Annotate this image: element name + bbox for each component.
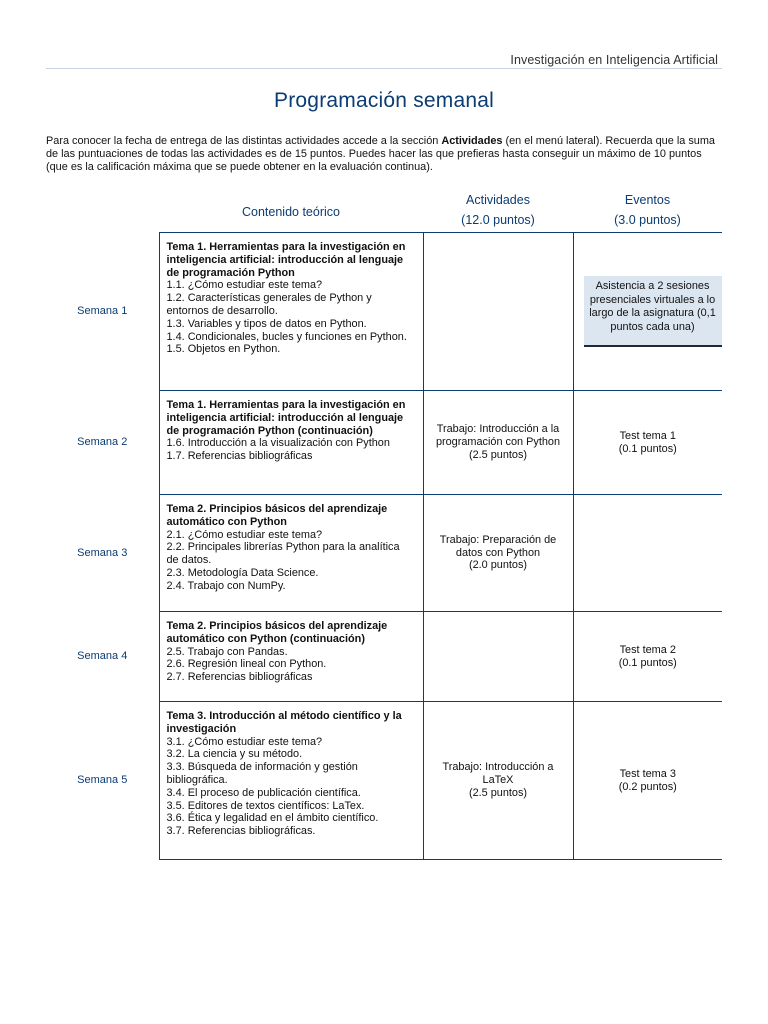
content-item: 2.4. Trabajo con NumPy. xyxy=(166,579,286,592)
content-item: 3.4. El proceso de publicación científica. xyxy=(166,786,361,799)
content-item: 3.5. Editores de textos científicos: LaTex. xyxy=(166,799,365,812)
table-row xyxy=(46,233,722,391)
event-name: Test tema 1 xyxy=(619,429,676,442)
activity-points: (2.5 puntos) xyxy=(468,448,528,461)
content-item: 2.5. Trabajo con Pandas. xyxy=(166,645,288,658)
content-item: 1.6. Introducción a la visualización con Python xyxy=(166,437,390,450)
header-activities xyxy=(423,188,573,233)
activity-cell xyxy=(423,233,573,391)
week-label: Semana 2 xyxy=(77,436,128,449)
running-header: Investigación en Inteligencia Artificial xyxy=(510,53,718,67)
content-item: 2.3. Metodología Data Science. xyxy=(166,566,319,579)
event-cell xyxy=(573,495,722,612)
table-row xyxy=(46,391,722,495)
content-item: 2.1. ¿Cómo estudiar este tema? xyxy=(166,528,323,541)
intro-text-2: (en el menú lateral). Recuerda que la suma de las puntuaciones de todas las actividades es de 15 puntos. Puedes hacer las que prefieras hasta conseguir un máximo de 10 puntos (que es la calificación máxima que se puede obtener en la evaluación continua). xyxy=(46,135,715,173)
activity-points: (2.0 puntos) xyxy=(468,559,528,572)
week-label: Semana 3 xyxy=(77,546,128,559)
topic-title: Tema 3. Introducción al método científico y la investigación xyxy=(166,710,402,735)
content-item: 1.3. Variables y tipos de datos en Python. xyxy=(166,317,367,330)
activity-cell xyxy=(423,702,573,860)
content-item: 3.7. Referencias bibliográficas. xyxy=(166,825,316,838)
content-cell xyxy=(159,233,423,391)
content-item: 2.6. Regresión lineal con Python. xyxy=(166,658,327,671)
content-item: 1.5. Objetos en Python. xyxy=(166,343,281,356)
table-header-row xyxy=(46,188,722,233)
event-cell xyxy=(573,612,722,702)
header-rule xyxy=(46,68,722,69)
topic-title: Tema 2. Principios básicos del aprendizaje automático con Python (continuación) xyxy=(166,620,388,645)
content-cell xyxy=(159,391,423,495)
content-item: 3.6. Ética y legalidad en el ámbito científico. xyxy=(166,812,379,825)
activity-cell xyxy=(423,612,573,702)
content-item: 2.7. Referencias bibliográficas xyxy=(166,671,313,684)
header-activities-title: Actividades xyxy=(466,193,530,207)
event-points: (0.1 puntos) xyxy=(618,656,677,669)
activity-name: Trabajo: Introducción a la programación con Python xyxy=(435,423,561,449)
content-item: 1.2. Características generales de Python y entornos de desarrollo. xyxy=(166,292,372,317)
header-activities-points: (12.0 puntos) xyxy=(461,213,535,227)
content-item: 1.1. ¿Cómo estudiar este tema? xyxy=(166,279,323,292)
event-points: (0.1 puntos) xyxy=(618,442,677,455)
week-label: Semana 5 xyxy=(77,774,128,787)
content-item: 3.3. Búsqueda de información y gestión bibliográfica. xyxy=(166,761,358,786)
table-row xyxy=(46,612,722,702)
activity-cell xyxy=(423,391,573,495)
event-cell xyxy=(573,702,722,860)
activity-name: Trabajo: Introducción a LaTeX xyxy=(442,761,554,787)
intro-bold-activities: Actividades xyxy=(441,135,503,147)
activity-cell xyxy=(423,495,573,612)
content-cell xyxy=(159,495,423,612)
content-cell xyxy=(159,702,423,860)
content-item: 1.4. Condicionales, bucles y funciones en Python. xyxy=(166,330,407,343)
event-name: Test tema 2 xyxy=(619,643,676,656)
content-item: 1.7. Referencias bibliográficas xyxy=(166,450,313,463)
page-title: Programación semanal xyxy=(274,89,494,112)
table-row xyxy=(46,495,722,612)
header-week-cell xyxy=(46,188,159,233)
activity-name: Trabajo: Preparación de datos con Python xyxy=(439,533,557,559)
topic-title: Tema 2. Principios básicos del aprendizaje automático con Python xyxy=(166,503,388,528)
table-row xyxy=(46,702,722,860)
event-cell xyxy=(573,391,722,495)
weekly-schedule-table xyxy=(46,188,722,860)
header-events xyxy=(573,188,722,233)
content-item: 2.2. Principales librerías Python para la analítica de datos. xyxy=(166,541,400,567)
event-name: Test tema 3 xyxy=(619,767,676,780)
content-item: 3.2. La ciencia y su método. xyxy=(166,748,303,761)
content-item: 3.1. ¿Cómo estudiar este tema? xyxy=(166,735,323,748)
content-cell xyxy=(159,612,423,702)
intro-text-1: Para conocer la fecha de entrega de las distintas actividades accede a la sección xyxy=(46,135,442,147)
intro-paragraph xyxy=(46,135,726,173)
topic-title: Tema 1. Herramientas para la investigación en inteligencia artificial: introducción al lenguaje de programación Python (continuación) xyxy=(166,399,406,437)
header-events-title: Eventos xyxy=(624,193,671,207)
week-label: Semana 1 xyxy=(77,305,128,318)
event-points: (0.2 puntos) xyxy=(618,780,677,793)
week-label: Semana 4 xyxy=(77,650,128,663)
header-content: Contenido teórico xyxy=(242,205,340,219)
header-events-points: (3.0 puntos) xyxy=(614,213,681,227)
topic-title: Tema 1. Herramientas para la investigación en inteligencia artificial: introducción al lenguaje de programación Python xyxy=(166,241,406,279)
activity-points: (2.5 puntos) xyxy=(468,786,528,799)
event-highlight-box: Asistencia a 2 sesiones presenciales virtuales a lo largo de la asignatura (0,1 puntos cada una) xyxy=(584,276,722,347)
event-cell xyxy=(573,233,722,391)
